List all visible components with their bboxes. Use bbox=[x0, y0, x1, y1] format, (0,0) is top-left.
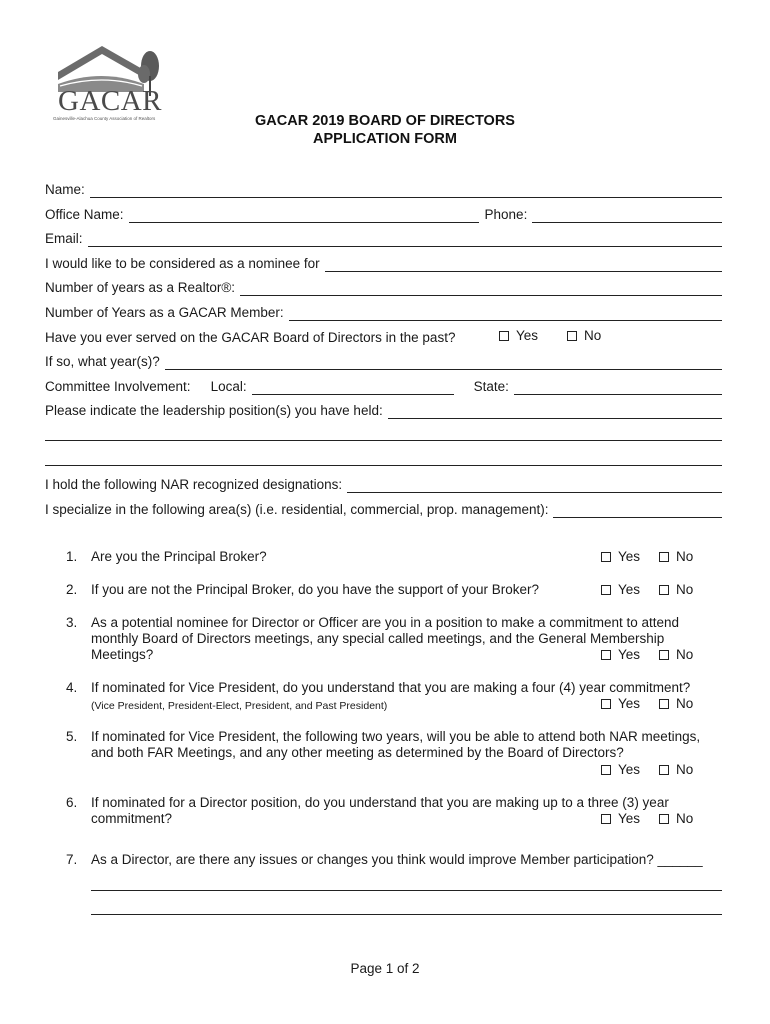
email-label: Email: bbox=[45, 231, 83, 246]
q4-no-checkbox[interactable] bbox=[659, 699, 669, 709]
q7-answer-line-1[interactable] bbox=[91, 890, 722, 891]
question-text-line3: Meetings? bbox=[91, 647, 154, 662]
q6-no-option[interactable] bbox=[659, 811, 693, 826]
question-text-line2: and both FAR Meetings, and any other meeting as determined by the Board of Directors? bbox=[91, 745, 624, 760]
served-no-checkbox[interactable] bbox=[567, 331, 577, 341]
question-number: 7. bbox=[66, 852, 78, 867]
served-yes-label: Yes bbox=[516, 328, 539, 343]
q4-no-label: No bbox=[676, 696, 694, 711]
gacar-logo bbox=[52, 40, 164, 122]
question-text-line1: As a potential nominee for Director or Officer are you in a position to make a commitment to attend bbox=[91, 615, 680, 630]
phone-field[interactable] bbox=[532, 208, 722, 223]
leadership-row bbox=[45, 399, 722, 419]
q6-yes-option[interactable] bbox=[601, 811, 640, 826]
q2-yes-label: Yes bbox=[618, 582, 641, 597]
question-text-line2: monthly Board of Directors meetings, any special called meetings, and the General Membership bbox=[91, 631, 665, 646]
name-label: Name: bbox=[45, 182, 85, 197]
office-phone-row bbox=[45, 203, 722, 223]
q5-yes-checkbox[interactable] bbox=[601, 765, 611, 775]
question-number: 2. bbox=[66, 582, 78, 597]
years-member-label: Number of Years as a GACAR Member: bbox=[45, 305, 284, 320]
question-number: 5. bbox=[66, 729, 78, 744]
leadership-field[interactable] bbox=[388, 404, 722, 419]
served-no-label: No bbox=[584, 328, 602, 343]
q3-no-option[interactable] bbox=[659, 647, 693, 662]
q3-no-label: No bbox=[676, 647, 694, 662]
state-field[interactable] bbox=[514, 380, 722, 395]
q4-yes-option[interactable] bbox=[601, 696, 640, 711]
q5-yes-option[interactable] bbox=[601, 762, 640, 777]
form-title-line1: GACAR 2019 BOARD OF DIRECTORS bbox=[255, 113, 515, 129]
specialize-field[interactable] bbox=[553, 503, 722, 518]
phone-label: Phone: bbox=[484, 207, 528, 222]
logo-subtitle: Gainesville-Alachua County Association of Realtors bbox=[53, 116, 156, 121]
leadership-extra-line-1[interactable] bbox=[45, 440, 722, 441]
q7-answer-line-2[interactable] bbox=[91, 914, 722, 915]
served-row bbox=[45, 326, 722, 346]
q2-no-checkbox[interactable] bbox=[659, 585, 669, 595]
years-realtor-field[interactable] bbox=[240, 281, 722, 296]
years-member-field[interactable] bbox=[289, 306, 722, 321]
office-name-field[interactable] bbox=[129, 208, 479, 223]
which-years-field[interactable] bbox=[165, 355, 722, 370]
q5-no-label: No bbox=[676, 762, 694, 777]
leadership-label: Please indicate the leadership position(s) you have held: bbox=[45, 403, 383, 418]
q3-yes-option[interactable] bbox=[601, 647, 640, 662]
question-text: Are you the Principal Broker? bbox=[91, 549, 267, 564]
q2-yes-checkbox[interactable] bbox=[601, 585, 611, 595]
office-name-label: Office Name: bbox=[45, 207, 124, 222]
committee-label: Committee Involvement: bbox=[45, 379, 191, 394]
nominee-label: I would like to be considered as a nominee for bbox=[45, 256, 320, 271]
question-text-line1: If nominated for a Director position, do you understand that you are making up to a three (3) year bbox=[91, 795, 669, 810]
question-text: As a Director, are there any issues or changes you think would improve Member participation? ______ bbox=[91, 852, 703, 867]
question-number: 4. bbox=[66, 680, 78, 695]
designations-field[interactable] bbox=[347, 478, 722, 493]
q2-no-label: No bbox=[676, 582, 694, 597]
years-member-row bbox=[45, 301, 722, 321]
q5-no-option[interactable] bbox=[659, 762, 693, 777]
question-text: If you are not the Principal Broker, do you have the support of your Broker? bbox=[91, 582, 540, 597]
designations-label: I hold the following NAR recognized designations: bbox=[45, 477, 343, 492]
local-label: Local: bbox=[210, 379, 247, 394]
q6-no-checkbox[interactable] bbox=[659, 814, 669, 824]
leadership-extra-line-2[interactable] bbox=[45, 465, 722, 466]
question-number: 3. bbox=[66, 615, 78, 630]
served-no-option[interactable] bbox=[567, 328, 601, 343]
q1-yes-checkbox[interactable] bbox=[601, 552, 611, 562]
question-number: 6. bbox=[66, 795, 78, 810]
q6-yes-label: Yes bbox=[618, 811, 641, 826]
logo-text: GACAR bbox=[58, 85, 163, 117]
email-field[interactable] bbox=[88, 232, 722, 247]
q6-yes-checkbox[interactable] bbox=[601, 814, 611, 824]
page-number: Page 1 of 2 bbox=[350, 961, 420, 976]
q6-no-label: No bbox=[676, 811, 694, 826]
years-realtor-row bbox=[45, 276, 722, 296]
question-text-line2: commitment? bbox=[91, 811, 173, 826]
q3-yes-checkbox[interactable] bbox=[601, 650, 611, 660]
question-text-line1: If nominated for Vice President, the following two years, will you be able to attend both NAR meetings, bbox=[91, 729, 701, 744]
q1-yes-option[interactable] bbox=[601, 549, 640, 564]
q3-no-checkbox[interactable] bbox=[659, 650, 669, 660]
committee-row bbox=[45, 375, 722, 395]
local-field[interactable] bbox=[252, 380, 454, 395]
question-number: 1. bbox=[66, 549, 78, 564]
q3-yes-label: Yes bbox=[618, 647, 641, 662]
served-question-label: Have you ever served on the GACAR Board of Directors in the past? bbox=[45, 330, 456, 345]
q1-no-option[interactable] bbox=[659, 549, 693, 564]
specialize-row bbox=[45, 498, 722, 518]
q2-no-option[interactable] bbox=[659, 582, 693, 597]
nominee-row bbox=[45, 252, 722, 272]
state-label: State: bbox=[473, 379, 509, 394]
q5-yes-label: Yes bbox=[618, 762, 641, 777]
designations-row bbox=[45, 473, 722, 493]
q1-no-checkbox[interactable] bbox=[659, 552, 669, 562]
nominee-field[interactable] bbox=[325, 257, 722, 272]
q1-yes-label: Yes bbox=[618, 549, 641, 564]
q5-no-checkbox[interactable] bbox=[659, 765, 669, 775]
question-text-line2: (Vice President, President-Elect, President, and Past President) bbox=[91, 700, 388, 712]
q4-yes-checkbox[interactable] bbox=[601, 699, 611, 709]
email-row bbox=[45, 227, 722, 247]
which-years-row bbox=[45, 350, 722, 370]
served-yes-checkbox[interactable] bbox=[499, 331, 509, 341]
years-realtor-label: Number of years as a Realtor®: bbox=[45, 280, 236, 295]
q4-yes-label: Yes bbox=[618, 696, 641, 711]
served-yes-option[interactable] bbox=[499, 328, 538, 343]
q4-no-option[interactable] bbox=[659, 696, 693, 711]
q2-yes-option[interactable] bbox=[601, 582, 640, 597]
form-title-line2: APPLICATION FORM bbox=[313, 131, 457, 147]
name-field[interactable] bbox=[90, 183, 722, 198]
which-years-label: If so, what year(s)? bbox=[45, 354, 160, 369]
q1-no-label: No bbox=[676, 549, 694, 564]
name-row bbox=[45, 178, 722, 198]
specialize-label: I specialize in the following area(s) (i.e. residential, commercial, prop. management): bbox=[45, 502, 549, 517]
question-5 bbox=[66, 729, 722, 763]
question-text-line1: If nominated for Vice President, do you understand that you are making a four (4) year commitment? bbox=[91, 680, 691, 695]
